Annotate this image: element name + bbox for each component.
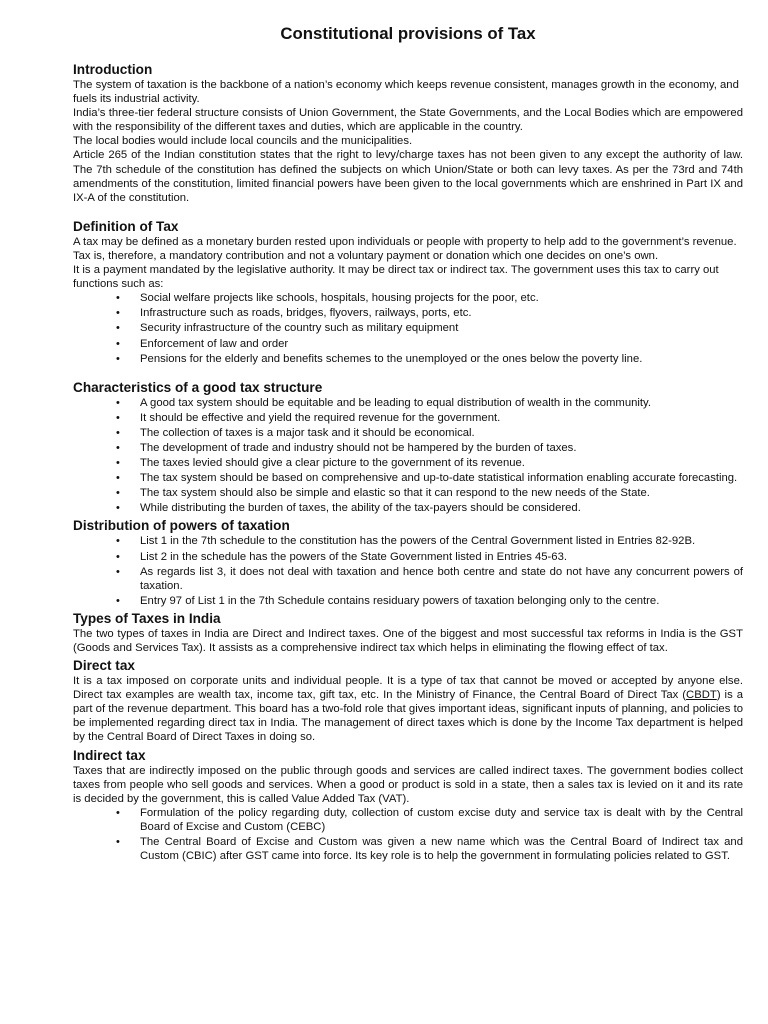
- list-item: • It should be effective and yield the required revenue for the government.: [140, 411, 743, 425]
- list-item: • As regards list 3, it does not deal with taxation and hence both centre and state do not have any concurrent powers of taxation.: [140, 565, 743, 593]
- list-item: • Security infrastructure of the country such as military equipment: [140, 321, 743, 335]
- list-item: • Social welfare projects like schools, hospitals, housing projects for the poor, etc.: [140, 291, 743, 305]
- section-types: [73, 611, 743, 655]
- indirect-tax-list: [73, 806, 743, 863]
- page-title: Constitutional provisions of Tax: [280, 24, 536, 43]
- types-paragraph: The two types of taxes in India are Direct and Indirect taxes. One of the biggest and most successful tax reforms in India is the GST (Goods and Services Tax). It assists as a comprehensive indirect tax which helps in eliminating the flowing effect of tax.: [73, 627, 743, 654]
- list-item: • Infrastructure such as roads, bridges, flyovers, railways, ports, etc.: [140, 306, 743, 320]
- cbdt-link[interactable]: CBDT: [686, 689, 717, 702]
- list-item: • While distributing the burden of taxes, the ability of the tax-payers should be considered.: [140, 501, 743, 515]
- direct-tax-paragraph: [73, 674, 743, 744]
- list-item: • Pensions for the elderly and benefits schemes to the unemployed or the ones below the poverty line.: [140, 352, 743, 366]
- heading-introduction: Introduction: [73, 62, 153, 77]
- heading-distribution: Distribution of powers of taxation: [73, 518, 290, 534]
- list-item: • Enforcement of law and order: [140, 337, 743, 351]
- section-distribution: [73, 518, 743, 607]
- heading-direct-tax: Direct tax: [73, 658, 135, 674]
- section-direct-tax: [73, 658, 743, 744]
- intro-paragraph-2: India’s three-tier federal structure consists of Union Government, the State Governments, and the Local Bodies which are empowered with the responsibility of the different taxes and duties, which are applicable in the country.: [73, 107, 743, 134]
- list-item: • List 1 in the 7th schedule to the constitution has the powers of the Central Government listed in Entries 82-92B.: [140, 534, 743, 548]
- direct-tax-text-before: It is a tax imposed on corporate units and individual people. It is a type of tax that cannot be moved or accepted by anyone else. Direct tax examples are wealth tax, income tax, gift tax, etc. In the Ministry of Finance, the Central Board of Direct Tax (: [73, 675, 743, 702]
- list-item: • List 2 in the schedule has the powers of the State Government listed in Entries 45-63.: [140, 550, 743, 564]
- heading-indirect-tax: Indirect tax: [73, 747, 146, 763]
- section-indirect-tax: [73, 748, 743, 864]
- list-item: • A good tax system should be equitable and be leading to equal distribution of wealth in the community.: [140, 396, 743, 410]
- list-item: • Formulation of the policy regarding duty, collection of custom excise duty and service tax is dealt with by the Central Board of Excise and Custom (CEBC): [140, 806, 743, 834]
- section-introduction: [73, 62, 743, 205]
- direct-tax-text-after: ) is a part of the revenue department. This board has a two-fold role that gives important ideas, significant inputs of planning, and policies to be implemented regarding direct tax in India. The management of direct taxes which is done by the Income Tax department is helped by the Central Board of Direct Taxes in doing so.: [73, 689, 743, 744]
- list-item: • The Central Board of Excise and Custom was given a new name which was the Central Board of Indirect tax and Custom (CBIC) after GST came into force. Its key role is to help the government in formulating policies related to GST.: [140, 835, 743, 863]
- section-definition: [73, 219, 743, 366]
- list-item: • The tax system should also be simple and elastic so that it can respond to the new needs of the State.: [140, 486, 743, 500]
- distribution-list: [73, 534, 743, 607]
- definition-paragraph-1: A tax may be defined as a monetary burden rested upon individuals or people with property to help add to the government’s revenue. Tax is, therefore, a mandatory contribution and not a voluntary payment or donation which one decides on one’s own.: [73, 235, 737, 262]
- intro-paragraph-4: Article 265 of the Indian constitution states that the right to levy/charge taxes has not been given to any except the authority of law. The 7th schedule of the constitution has defined the subjects on which Union/State or both can levy taxes. As per the 73rd and 74th amendments of the constitution, limited financial powers have been given to the local governments which are enshrined in Part IX and IX-A of the constitution.: [73, 149, 743, 204]
- definition-paragraph-2: It is a payment mandated by the legislative authority. It may be direct tax or indirect tax. The government uses this tax to carry out functions such as:: [73, 264, 719, 291]
- heading-characteristics: Characteristics of a good tax structure: [73, 379, 323, 395]
- list-item: • The tax system should be based on comprehensive and up-to-date statistical information enabling accurate forecasting.: [140, 471, 743, 485]
- indirect-tax-paragraph: Taxes that are indirectly imposed on the public through goods and services are called indirect taxes. The government bodies collect taxes from people who sell goods and services. When a good or product is sold in a state, then a sales tax is levied on it and its rate is decided by the government, this is called Value Added Tax (VAT).: [73, 764, 743, 805]
- list-item: • The taxes levied should give a clear picture to the government of its revenue.: [140, 456, 743, 470]
- section-characteristics: [73, 380, 743, 516]
- intro-paragraph-1: The system of taxation is the backbone of a nation’s economy which keeps revenue consistent, manages growth in the economy, and fuels its industrial activity.: [73, 79, 739, 106]
- document-page: [73, 24, 743, 864]
- list-item: • Entry 97 of List 1 in the 7th Schedule contains residuary powers of taxation belonging only to the centre.: [140, 594, 743, 608]
- intro-paragraph-3: The local bodies would include local councils and the municipalities.: [73, 135, 413, 148]
- heading-types: Types of Taxes in India: [73, 610, 221, 626]
- definition-list: [73, 291, 743, 365]
- heading-definition: Definition of Tax: [73, 218, 179, 234]
- list-item: • The collection of taxes is a major task and it should be economical.: [140, 426, 743, 440]
- characteristics-list: [73, 396, 743, 516]
- list-item: • The development of trade and industry should not be hampered by the burden of taxes.: [140, 441, 743, 455]
